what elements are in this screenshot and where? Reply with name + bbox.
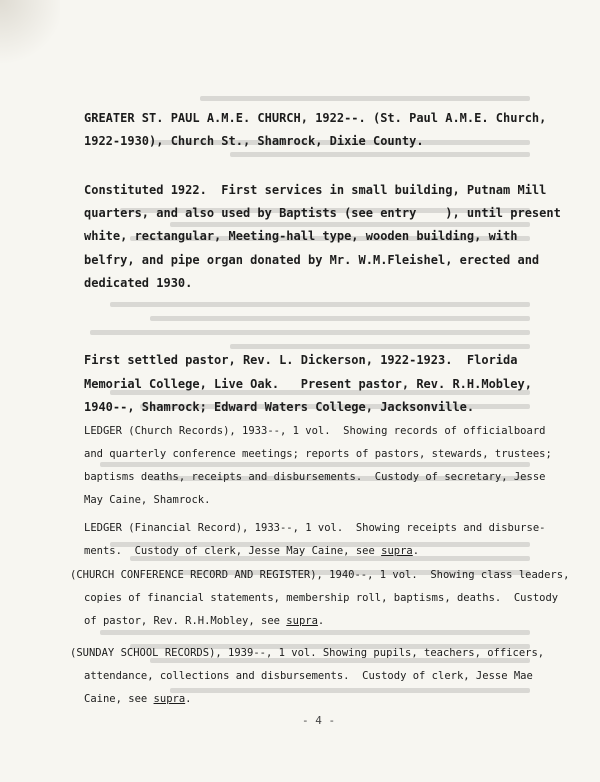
ledger-financial-line-2-text: ments. Custody of clerk, Jesse May Caine, see <box>84 545 382 557</box>
page-number: - 4 - <box>302 714 336 727</box>
ledger-church-line-1: LEDGER (Church Records), 1933--, 1 vol. Showing records of officialboard <box>84 425 546 437</box>
ledger-financial-line-1: LEDGER (Financial Record), 1933--, 1 vol. Showing receipts and disburse- <box>84 522 546 534</box>
ledger-church-line-4: May Caine, Shamrock. <box>84 494 211 506</box>
header-line-1: GREATER ST. PAUL A.M.E. CHURCH, 1922--. (St. Paul A.M.E. Church, <box>84 111 547 125</box>
conference-line-2: copies of financial statements, membership roll, baptisms, deaths. Custody <box>84 592 559 604</box>
ledger-financial-line-2 <box>84 544 419 558</box>
conference-line-3-text: of pastor, Rev. R.H.Mobley, see <box>84 615 287 627</box>
ledger-church-line-2: and quarterly conference meetings; reports of pastors, stewards, trustees; <box>84 448 552 460</box>
conference-line-3-end: . <box>317 615 325 627</box>
constituted-line-5: dedicated 1930. <box>84 276 193 290</box>
constituted-line-4: belfry, and pipe organ donated by Mr. W.M.Fleishel, erected and <box>84 253 540 267</box>
constituted-line-1: Constituted 1922. First services in small building, Putnam Mill <box>84 183 547 197</box>
supra-ref: supra <box>153 693 186 705</box>
sunday-school-line-2: attendance, collections and disbursements. Custody of clerk, Jesse Mae <box>84 670 533 682</box>
sunday-school-line-1: (SUNDAY SCHOOL RECORDS), 1939--, 1 vol. Showing pupils, teachers, officers, <box>70 647 545 659</box>
sunday-school-line-3 <box>84 692 191 706</box>
conference-line-3 <box>84 614 324 628</box>
sunday-school-line-3-end: . <box>185 693 192 705</box>
sunday-school-line-3-text: Caine, see <box>84 693 154 705</box>
header-line-2: 1922-1930), Church St., Shamrock, Dixie County. <box>84 134 424 148</box>
pastor-line-2: Memorial College, Live Oak. Present pastor, Rev. R.H.Mobley, <box>84 377 532 391</box>
supra-ref: supra <box>381 545 413 557</box>
conference-line-1: (CHURCH CONFERENCE RECORD AND REGISTER), 1940--, 1 vol. Showing class leaders, <box>70 569 570 581</box>
ledger-church-line-3: baptisms deaths, receipts and disbursements. Custody of secretary, Jesse <box>84 471 546 483</box>
ledger-financial-line-2-end: . <box>412 545 420 557</box>
supra-ref: supra <box>286 615 318 627</box>
constituted-line-2: quarters, and also used by Baptists (see entry ), until present <box>84 206 561 220</box>
constituted-line-3: white, rectangular, Meeting-hall type, wooden building, with <box>84 229 518 243</box>
pastor-line-3: 1940--, Shamrock; Edward Waters College, Jacksonville. <box>84 400 475 414</box>
pastor-line-1: First settled pastor, Rev. L. Dickerson, 1922-1923. Florida <box>84 353 518 367</box>
